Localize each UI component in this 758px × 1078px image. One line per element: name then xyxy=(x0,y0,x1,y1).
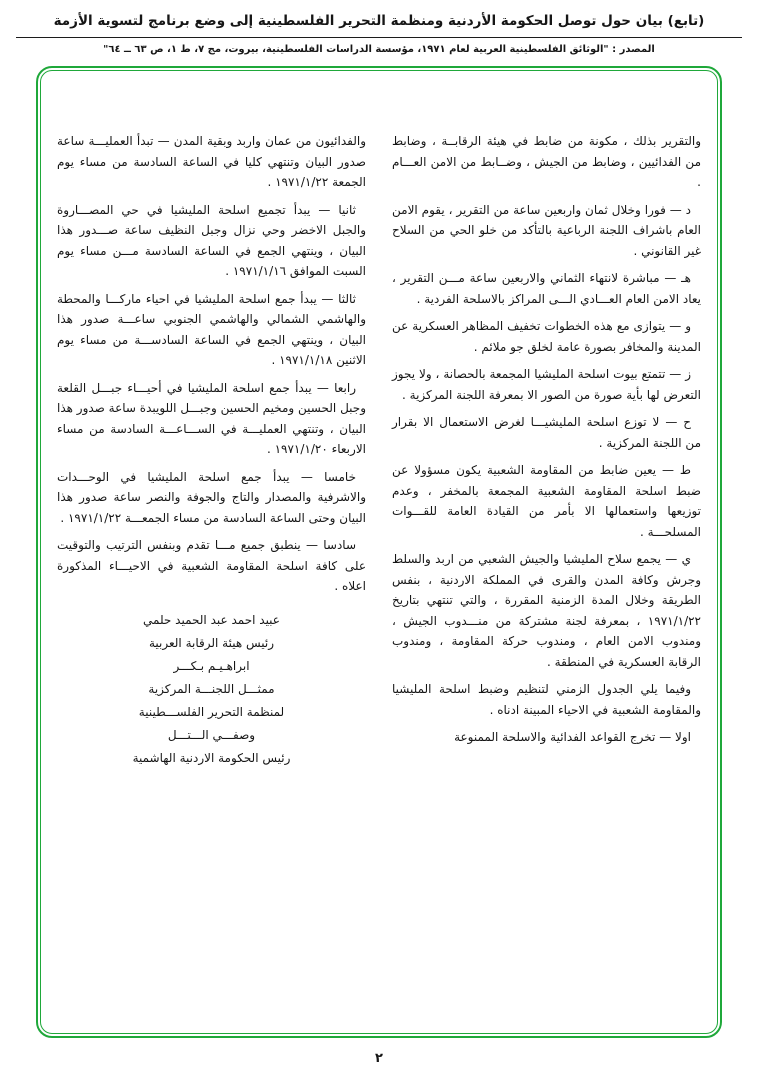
body-paragraph: هـ — مباشرة لانتهاء الثماني والاربعين ساعة مـــن التقرير ، يعاد الامن العام العـــادي الـــى المراكز بالاسلحة الفردية . xyxy=(392,271,701,306)
body-paragraph: وفيما يلي الجدول الزمني لتنظيم وضبط اسلحة المليشيا والمقاومة الشعبية في الاحياء المبينة ادناه . xyxy=(392,682,701,717)
signature-line: لمنظمة التحرير الفلســـطينية xyxy=(138,704,285,719)
source-line: المصدر : "الوثائق الفلسطينية العربية لعام ١٩٧١، مؤسسة الدراسات الفلسطينية، بيروت، مج ٧، ط ١، ص ٦٣ ــ ٦٤" xyxy=(103,43,655,55)
left-column xyxy=(57,131,366,770)
body-paragraph: ط — يعين ضابط من المقاومة الشعبية يكون مسؤولا عن ضبط اسلحة المقاومة الشعبية المجمعة بالمخفر ، وعدم توزيعها واستعمالها الا بأمر من القيادة العامة للقـــوات المسلحـــة . xyxy=(392,463,701,539)
body-paragraph: خامسا — يبدأ جمع اسلحة المليشيا في الوحـــدات والاشرفية والمصدار والتاج والجوفة والنصر ساعة صدور هذا البيان وحتى الساعة السادسة من مساء الجمعـــة ١٩٧١/١/٢٢ . xyxy=(57,469,366,525)
page-header xyxy=(0,0,758,57)
body-paragraph: اولا — تخرج القواعد الفدائية والاسلحة الممنوعة xyxy=(454,730,691,744)
two-column-body xyxy=(57,131,701,770)
signature-line: وصفـــي الـــتـــل xyxy=(167,727,256,742)
body-paragraph: د — فورا وخلال ثمان واربعين ساعة من التقرير ، يقوم الامن العام باشراف اللجنة الرباعية بالتأكد من خلو الحي من السلاح غير القانوني . xyxy=(392,202,701,258)
signatures-block xyxy=(57,609,366,770)
body-paragraph: رابعا — يبدأ جمع اسلحة المليشيا في أحيـــاء جبـــل القلعة وجبل الحسين ومخيم الحسين وجبـــل اللويبدة ساعة صدور هذا البيان ، وتنتهي العمليـــة في الســـاعـــة السادسة من مساء الاربعاء ١٩٧١/١/٢٠ . xyxy=(57,380,366,456)
body-paragraph: ثالثا — يبدأ جمع اسلحة المليشيا في احياء ماركـــا والمحطة والهاشمي الشمالي والهاشمي الجنوبي ساعـــة صدور هذا البيان ، وينتهي الجمع في الساعة السادســـة من مساء يوم الاثنين ١٩٧١/١/١٨ . xyxy=(57,291,366,367)
signature-line: رئيس هيئة الرقابة العربية xyxy=(148,635,275,650)
signature-line: عبيد احمد عبد الحميد حلمي xyxy=(143,612,280,627)
body-paragraph: سادسا — ينطبق جميع مـــا تقدم وبنفس الترتيب والتوقيت على كافة اسلحة المقاومة الشعبية في الاحيـــاء المذكورة اعلاه . xyxy=(57,538,366,593)
signature-line: رئيس الحكومة الاردنية الهاشمية xyxy=(132,750,291,765)
signature-line: ابراهـيـم بـكـــر xyxy=(173,658,250,673)
body-paragraph: ح — لا توزع اسلحة المليشيـــا لغرض الاستعمال الا بقرار من اللجنة المركزية . xyxy=(392,415,701,450)
body-paragraph: والفدائيون من عمان واربد وبقية المدن — تبدأ العمليـــة ساعة صدور البيان وتنتهي كليا في الساعة السادسة من مساء يوم الجمعة ١٩٧١/١/٢٢ . xyxy=(57,134,366,189)
body-paragraph: ثانيا — يبدأ تجميع اسلحة المليشيا في حي المصـــاروة والجبل الاخضر وحي نزال وجبل النظيف ساعة صـــدور هذا البيان ، وينتهي الجمع في الساعة السادسة مـــن مساء يوم السبت الموافق ١٩٧١/١/١٦ . xyxy=(57,202,366,278)
body-paragraph: ي — يجمع سلاح المليشيا والجيش الشعبي من اربد والسلط وجرش وكافة المدن والقرى في المملكة الاردنية ، بنفس الطريقة وخلال المدة الزمنية المقررة ، والتي تنتهي بتاريخ ١٩٧١/١/٢٢ ، بمعرفة لجنة مشتركة من منـــدوب الجيش ، ومندوب الامن العام ، ومندوب حركة المقاومة ، ومندوب الرقابة العسكرية في المنطقة . xyxy=(392,552,701,669)
left-column-paragraphs xyxy=(57,131,366,597)
header-divider xyxy=(16,37,742,38)
content-frame-inner xyxy=(40,70,718,1034)
signature-line: ممثـــل اللجنـــة المركزية xyxy=(148,681,275,696)
page-title: (تابع) بيان حول توصل الحكومة الأردنية ومنظمة التحرير الفلسطينية إلى وضع برنامج لتسوية الأزمة xyxy=(53,13,705,29)
right-column xyxy=(392,131,701,755)
page-number: ٢ xyxy=(375,1051,383,1066)
body-paragraph: و — يتوازى مع هذه الخطوات تخفيف المظاهر العسكرية عن المدينة والمخافر بصورة عامة لخلق جو ملائم . xyxy=(392,319,701,354)
body-paragraph: والتقرير بذلك ، مكونة من ضابط في هيئة الرقابــة ، وضابط من الفدائيين ، وضابط من الجيش ، وضــابط من الامن العـــام . xyxy=(392,134,701,189)
content-frame xyxy=(36,66,722,1038)
body-paragraph: ز — تتمتع بيوت اسلحة المليشيا المجمعة بالحصانة ، ولا يجوز التعرض لها بأية صورة من الصور الا بمعرفة اللجنة المركزية . xyxy=(392,367,701,402)
